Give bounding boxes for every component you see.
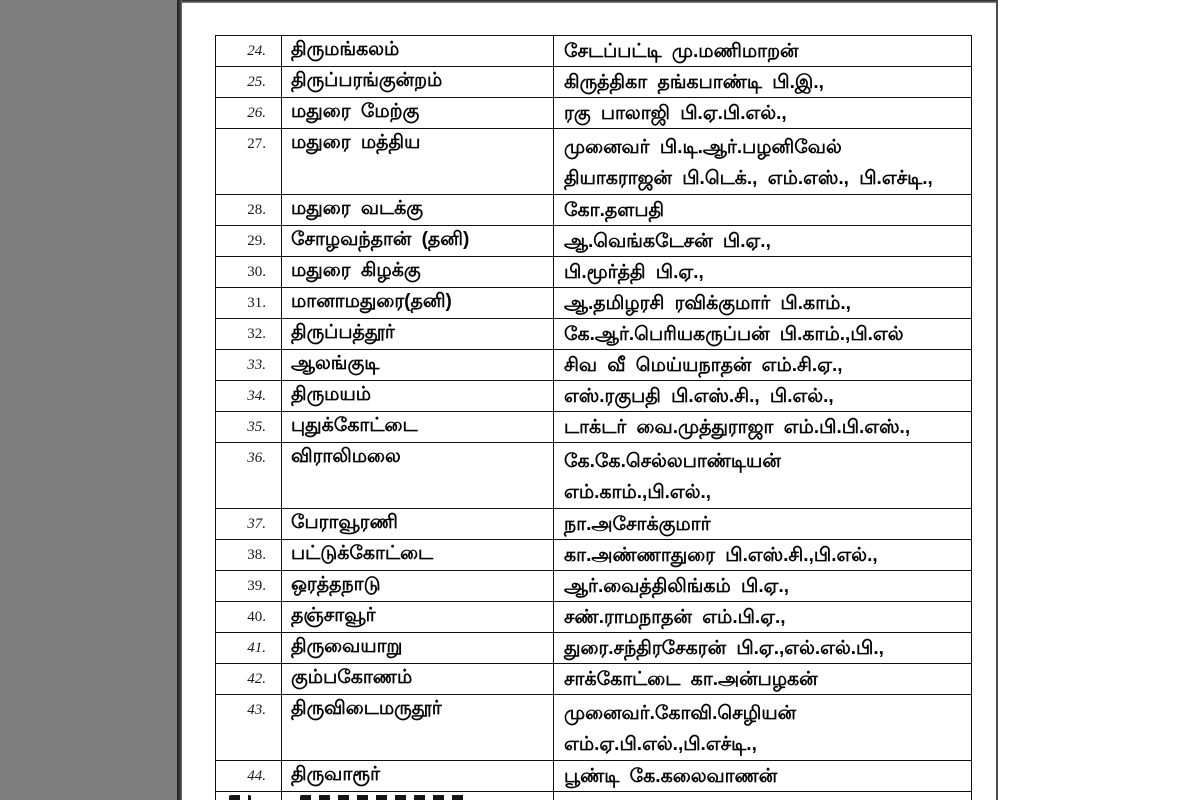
row-number: 34. [247,387,266,404]
row-number-cell [216,195,282,225]
constituency-cell: பட்டுக்கோட்டை [282,540,554,570]
candidate-cell [554,226,971,256]
clipped-text-fragment [229,795,251,800]
constituency-cell: மதுரை மத்திய [282,129,554,194]
constituency-cell: கும்பகோணம் [282,664,554,694]
table-row [216,319,971,350]
constituency-cell: திருமயம் [282,381,554,411]
row-number-cell [216,257,282,287]
candidate-name-line: கா.அண்ணாதுரை பி.எஸ்.சி.,பி.எல்., [564,544,878,566]
row-number: 26. [247,104,266,121]
candidate-cell [554,664,971,694]
candidate-cell [554,412,971,442]
row-number-cell [216,350,282,380]
constituency-cell: மதுரை மேற்கு [282,98,554,128]
candidate-name-line: முனைவர்.கோவி.செழியன் [564,703,797,724]
table-row [216,226,971,257]
constituency-cell: சோழவந்தான் (தனி) [282,226,554,256]
row-number: 44. [247,767,266,784]
table-row [216,195,971,226]
viewer-gutter [0,0,177,800]
clipped-text-fragment [300,795,468,800]
candidate-name-line: கே.ஆர்.பெரியகருப்பன் பி.காம்.,பி.எல் [564,323,904,345]
table-row [216,381,971,412]
row-number: 32. [247,325,266,342]
candidate-name-line: ரகு பாலாஜி பி.ஏ.பி.எல்., [564,102,787,124]
candidate-cell [554,36,971,66]
candidate-cell [554,509,971,539]
constituency-cell: திருவாரூர் [282,761,554,791]
candidate-name-line: பூண்டி கே.கலைவாணன் [564,765,778,787]
row-number: 25. [247,73,266,90]
row-number-cell [216,761,282,791]
constituency-cell [282,792,554,800]
candidate-name-line: நா.அசோக்குமார் [564,513,711,535]
candidate-name-line: கிருத்திகா தங்கபாண்டி பி.இ., [564,71,824,93]
constituency-cell: ஆலங்குடி [282,350,554,380]
candidate-name-line: எஸ்.ரகுபதி பி.எஸ்.சி., பி.எல்., [564,385,834,407]
candidate-cell [554,443,971,508]
row-number-cell [216,633,282,663]
table-row [216,36,971,67]
row-number: 35. [247,418,266,435]
candidates-table-rows [216,36,971,792]
table-row [216,695,971,761]
constituency-cell: மதுரை கிழக்கு [282,257,554,287]
row-number-cell [216,792,282,800]
row-number-cell [216,67,282,97]
candidate-cell [554,381,971,411]
constituency-cell: திருப்பரங்குன்றம் [282,67,554,97]
candidate-name-line: தியாகராஜன் பி.டெக்., எம்.எஸ்., பி.எச்டி., [564,168,933,189]
candidate-name-line: டாக்டர் வை.முத்துராஜா எம்.பி.பி.எஸ்., [564,416,911,438]
candidate-name-line: பி.மூர்த்தி பி.ஏ., [564,261,704,283]
row-number: 36. [247,450,266,466]
table-row [216,509,971,540]
candidate-name-line: ஆர்.வைத்திலிங்கம் பி.ஏ., [564,575,790,597]
candidate-cell [554,257,971,287]
candidate-cell [554,129,971,194]
candidate-cell [554,792,971,800]
row-number: 24. [247,42,266,59]
table-row [216,571,971,602]
row-number: 42. [247,670,266,687]
row-number: 37. [247,515,266,532]
table-row [216,288,971,319]
constituency-cell: திருப்பத்தூர் [282,319,554,349]
candidate-cell [554,695,971,760]
candidate-name-line: கோ.தளபதி [564,199,665,221]
constituency-cell: தஞ்சாவூர் [282,602,554,632]
row-number-cell [216,540,282,570]
candidates-table [215,35,972,800]
row-number: 33. [247,356,266,373]
constituency-cell: மதுரை வடக்கு [282,195,554,225]
candidate-cell [554,761,971,791]
table-row [216,540,971,571]
row-number-cell [216,571,282,601]
constituency-cell: திருவையாறு [282,633,554,663]
table-row [216,664,971,695]
candidate-name-line: சாக்கோட்டை கா.அன்பழகன் [564,668,818,690]
row-number-cell [216,443,282,508]
candidate-name-line: சேடப்பட்டி மு.மணிமாறன் [564,40,799,62]
row-number: 39. [247,577,266,594]
table-row [216,257,971,288]
page-top-edge [182,0,996,3]
row-number-cell [216,509,282,539]
table-row-partial [216,792,971,800]
row-number: 38. [247,546,266,563]
row-number: 29. [247,232,266,249]
candidate-name-line: எம்.காம்.,பி.எல்., [564,482,712,503]
row-number-cell [216,129,282,194]
row-number-cell [216,695,282,760]
candidate-name-line: சிவ வீ மெய்யநாதன் எம்.சி.ஏ., [564,354,843,376]
row-number: 30. [247,263,266,280]
row-number-cell [216,36,282,66]
row-number-cell [216,412,282,442]
table-row [216,443,971,509]
page-right-edge [996,0,998,800]
row-number-cell [216,98,282,128]
constituency-cell: திருவிடைமருதூர் [282,695,554,760]
constituency-cell: திருமங்கலம் [282,36,554,66]
candidate-cell [554,602,971,632]
row-number-cell [216,288,282,318]
candidate-cell [554,350,971,380]
table-row [216,602,971,633]
constituency-cell: பேராவூரணி [282,509,554,539]
row-number: 43. [247,702,266,718]
candidate-name-line: ஆ.தமிழரசி ரவிக்குமார் பி.காம்., [564,292,851,314]
table-row [216,633,971,664]
candidate-name-line: கே.கே.செல்லபாண்டியன் [564,451,781,472]
row-number-cell [216,602,282,632]
candidate-cell [554,319,971,349]
row-number-cell [216,226,282,256]
candidate-cell [554,540,971,570]
table-row [216,67,971,98]
candidate-cell [554,195,971,225]
candidate-name-line: துரை.சந்திரசேகரன் பி.ஏ.,எல்.எல்.பி., [564,637,884,659]
candidate-cell [554,288,971,318]
constituency-cell: புதுக்கோட்டை [282,412,554,442]
candidate-name-line: எம்.ஏ.பி.எல்.,பி.எச்டி., [564,734,757,755]
table-row [216,98,971,129]
constituency-cell: விராலிமலை [282,443,554,508]
table-row [216,761,971,792]
row-number-cell [216,381,282,411]
candidate-cell [554,98,971,128]
row-number: 41. [247,639,266,656]
row-number: 40. [247,608,266,625]
row-number: 31. [247,294,266,311]
candidate-cell [554,633,971,663]
row-number: 28. [247,201,266,218]
candidate-name-line: ஆ.வெங்கடேசன் பி.ஏ., [564,230,771,252]
candidate-cell [554,571,971,601]
candidate-cell [554,67,971,97]
row-number: 27. [247,136,266,152]
candidate-name-line: சண்.ராமநாதன் எம்.பி.ஏ., [564,606,786,628]
row-number-cell [216,664,282,694]
table-row [216,350,971,381]
constituency-cell: ஒரத்தநாடு [282,571,554,601]
table-row [216,412,971,443]
table-row [216,129,971,195]
candidate-name-line: முனைவர் பி.டி.ஆர்.பழனிவேல் [564,137,842,158]
document-page [182,0,996,800]
row-number-cell [216,319,282,349]
constituency-cell: மானாமதுரை(தனி) [282,288,554,318]
